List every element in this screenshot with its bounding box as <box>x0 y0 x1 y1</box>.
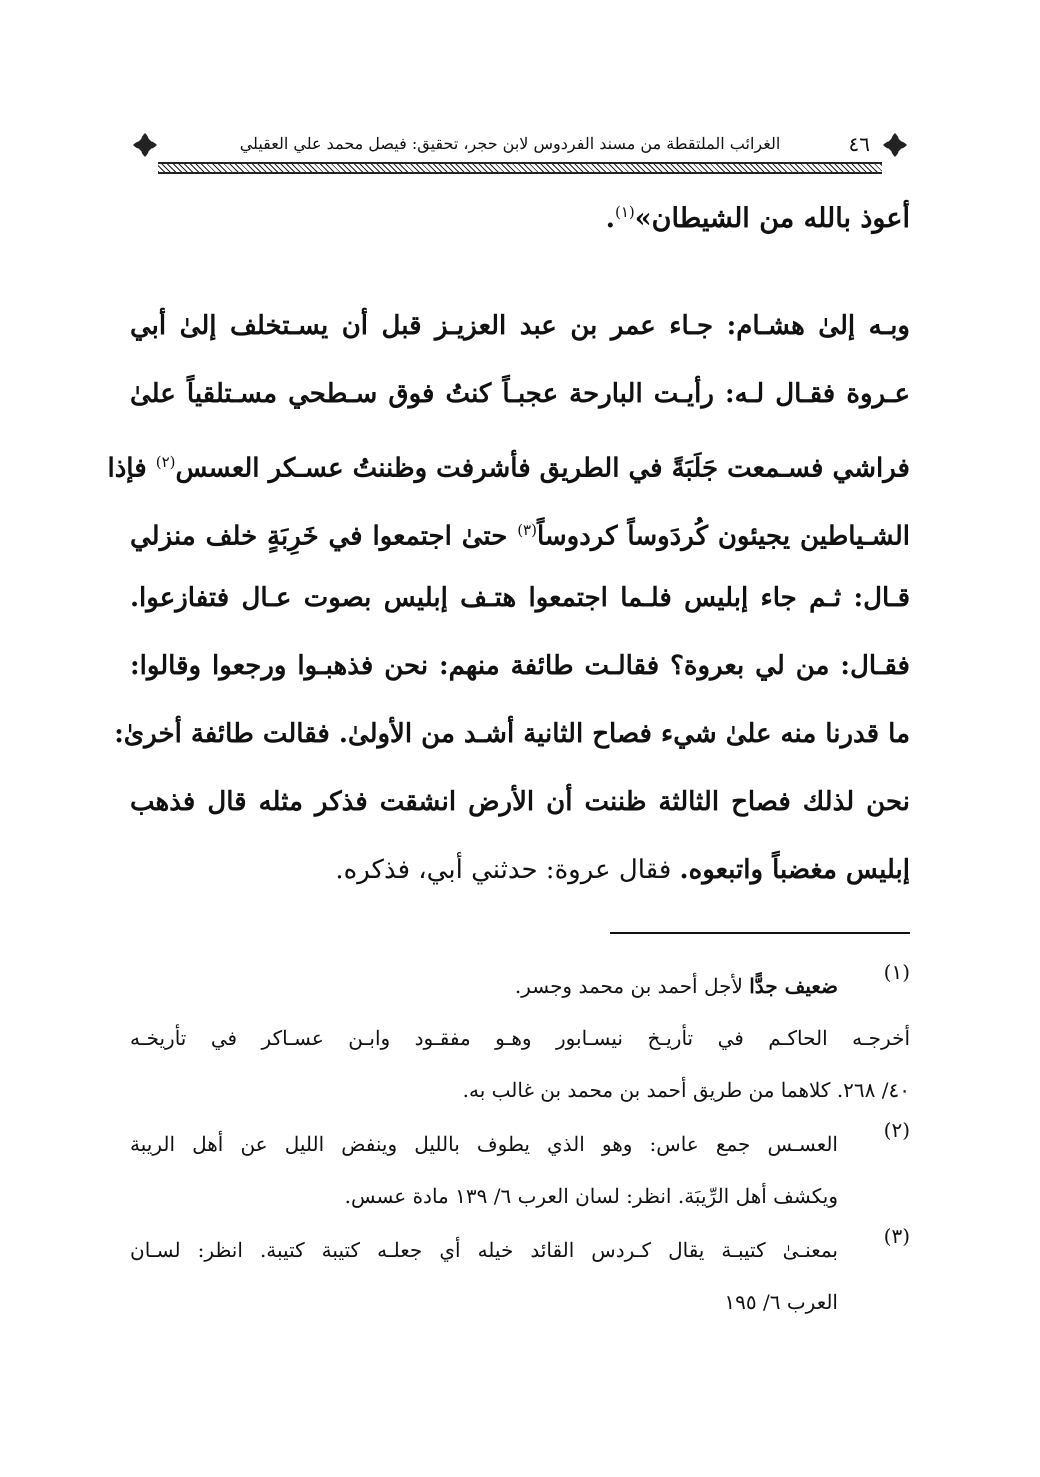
footnote-number: (٣) <box>883 1224 910 1248</box>
paragraph-line: عـروة فقـال لـه: رأيـت البارحة عجبـاً كنتُ فوق سـطحي مسـتلقياً علىٰ <box>130 379 910 409</box>
paragraph-line <box>107 428 910 496</box>
footnote-line: العسـس جمع عاس: وهو الذي يطوف بالليل وينفض الليل عن أهل الريبة <box>130 1132 838 1156</box>
paragraph-line: نحن لذلك فصاح الثالثة ظننت أن الأرض انشقت فذكر مثله قال فذهب <box>130 787 910 817</box>
footnote-line: ويكشف أهل الرِّيبَة. انظر: لسان العرب ٦/ ١٣٩ مادة عسس. <box>344 1184 838 1208</box>
footnote-number: (٢) <box>883 1118 910 1142</box>
paragraph-line: ما قدرنا منه علىٰ شيء فصاح الثانية أشـد من الأولىٰ. فقالت طائفة أخرىٰ: <box>114 719 910 749</box>
paragraph-text: الشـياطين يجيئون كُردَوساً كردوساً <box>536 521 910 552</box>
footnote-separator <box>610 932 910 934</box>
footnote-number: (١) <box>883 960 910 984</box>
footnote-text: لأجل أحمد بن محمد وجسر. <box>514 974 750 998</box>
floral-ornament-icon <box>880 130 910 160</box>
opening-end: . <box>605 203 615 234</box>
paragraph-line <box>130 836 910 904</box>
footnote-text: أخرجـه الحاكـم في تأريـخ نيسـابور وهـو مفقـود وابـن عسـاكر في تأريخـه <box>130 1026 910 1050</box>
footnote-ref[interactable]: (٣) <box>517 521 537 539</box>
footnote <box>130 960 910 1116</box>
paragraph-line <box>130 496 910 564</box>
paragraph-line: وبـه إلىٰ هشـام: جـاء عمر بن عبد العزيـز قبل أن يسـتخلف إلىٰ أبي <box>130 311 910 341</box>
footnote-line: العرب ٦/ ١٩٥ <box>724 1290 838 1314</box>
paragraph-line: قـال: ثـم جاء إبليس فلـما اجتمعوا هتـف إبليس بصوت عـال فتفازعوا. <box>130 583 911 613</box>
header-decorative-band <box>158 162 882 174</box>
footnote-ref[interactable]: (١) <box>614 203 635 221</box>
paragraph-text: فإذا <box>107 453 156 484</box>
paragraph-text: فراشي فسـمعت جَلَبَةً في الطريق فأشرفت وظننتُ عسـكر العسس <box>175 453 910 484</box>
footnote-grade: ضعيف جدًّا <box>749 974 838 998</box>
running-header <box>130 128 910 174</box>
page-number: ٤٦ <box>848 132 870 156</box>
footnote <box>130 1118 910 1222</box>
paragraph-text: إبليس مغضباً واتبعوه. <box>679 855 910 885</box>
footnote-line: ٤٠/ ٢٦٨. كلاهما من طريق أحمد بن محمد بن غالب به. <box>462 1078 910 1102</box>
footnote-line <box>130 960 838 1012</box>
opening-text: أعوذ بالله من الشيطان» <box>634 203 910 234</box>
footnote-ref[interactable]: (٢) <box>155 453 176 471</box>
footnotes <box>130 960 910 1330</box>
paragraph-text: حتىٰ اجتمعوا في خَرِبَةٍ خلف منزلي <box>130 521 518 552</box>
opening-line <box>130 190 910 241</box>
floral-ornament-icon <box>130 130 160 160</box>
paragraph-text: فقال عروة: حدثني أبي، فذكره. <box>335 855 680 885</box>
paragraph-line: فقـال: من لي بعروة؟ فقالـت طائفة منهم: نحن فذهبـوا ورجعوا وقالوا: <box>130 651 910 681</box>
footnote <box>130 1224 910 1328</box>
footnote-line: بمعنـىٰ كتيبـة يقال كـردس القائد خيله أي جعلـه كتيبة كتيبة. انظر: لسـان <box>130 1238 838 1262</box>
main-paragraph <box>107 292 911 904</box>
footnote-line <box>130 1012 910 1064</box>
header-title: الغرائب الملتقطة من مسند الفردوس لابن حجر، تحقيق: فيصل محمد علي العقيلي <box>239 134 781 153</box>
